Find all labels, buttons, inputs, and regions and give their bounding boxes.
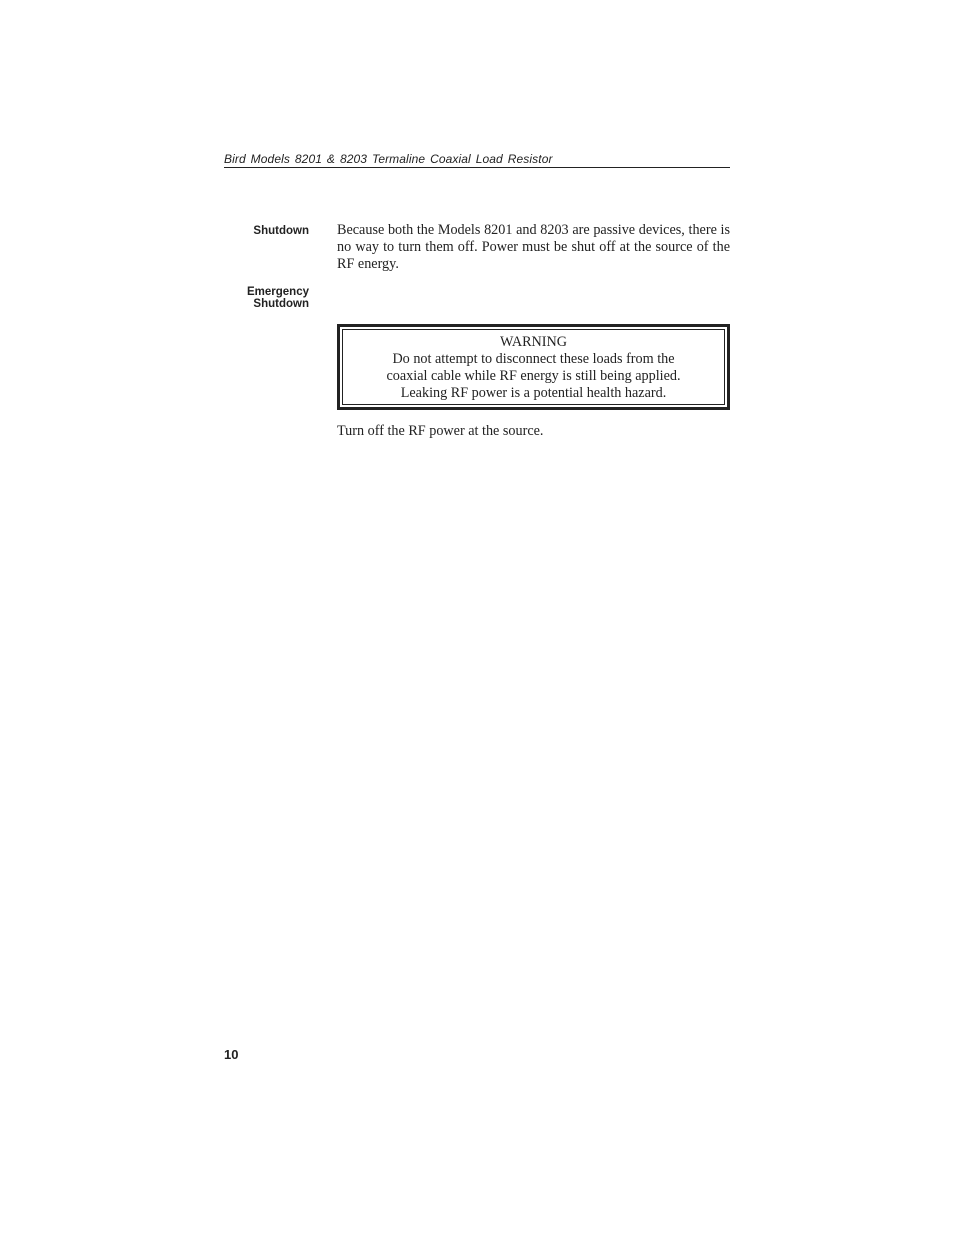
shutdown-paragraph: Because both the Models 8201 and 8203 are passive devices, there is no way to turn them off. Power must be shut off at the source of the RF energy.	[337, 222, 730, 272]
section-heading-emergency-shutdown	[247, 286, 309, 310]
warning-line: Do not attempt to disconnect these loads from the	[392, 351, 675, 367]
page-number: 10	[224, 1047, 239, 1062]
warning-inner-frame	[342, 329, 725, 405]
warning-line: Leaking RF power is a potential health hazard.	[400, 385, 667, 401]
running-header: Bird Models 8201 & 8203 Termaline Coaxial Load Resistor	[224, 152, 730, 168]
warning-title: WARNING	[500, 334, 567, 350]
warning-box	[337, 324, 730, 410]
heading-line: Shutdown	[253, 298, 309, 310]
emergency-shutdown-paragraph: Turn off the RF power at the source.	[337, 423, 544, 439]
heading-line: Emergency	[246, 286, 309, 298]
section-heading-shutdown: Shutdown	[253, 225, 309, 237]
warning-line: coaxial cable while RF energy is still being applied.	[386, 368, 681, 384]
